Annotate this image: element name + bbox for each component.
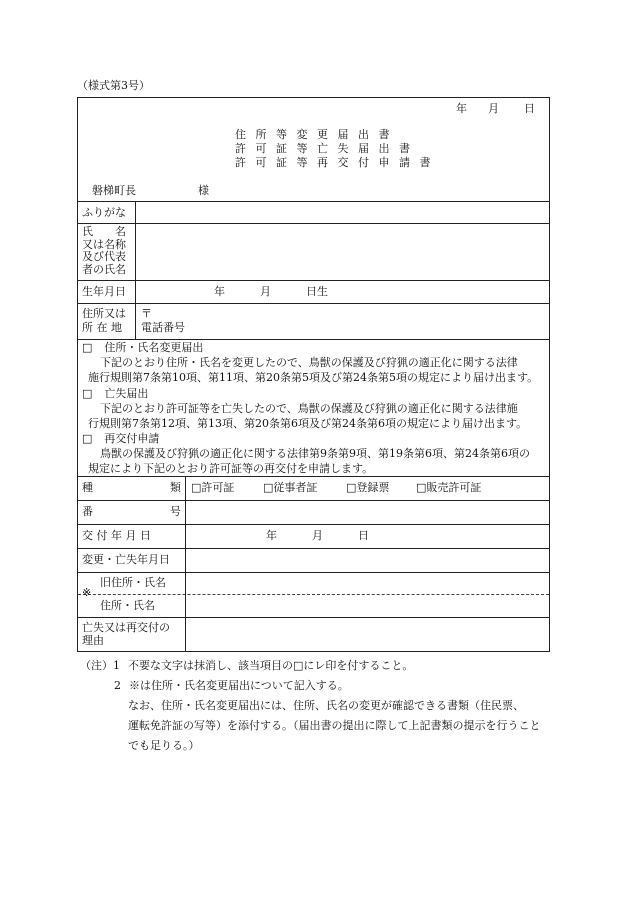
option-body-loss-report-1: 下記のとおり許可証等を亡失したので、鳥獣の保護及び狩猟の適正化に関する法律施 [100, 402, 518, 415]
addressee-honorific: 様 [198, 184, 209, 197]
asterisk-mark: ※ [82, 586, 92, 599]
issue-date-year: 年 [266, 529, 277, 542]
type-option-worker-cert[interactable]: □従事者証 [263, 481, 318, 494]
header-year: 年 [456, 102, 467, 115]
option-body-loss-report-2: 行規則第7条第12項、第13項、第20条第6項及び第24条第6項の規定により届け出ます。 [88, 417, 528, 430]
birthdate-label: 生年月日 [82, 285, 126, 298]
option-title-loss-report: 亡失届出 [104, 387, 149, 400]
type-label: 種 類 [82, 481, 181, 494]
type-option-sales-permit[interactable]: □販売許可証 [416, 481, 482, 494]
note1-text: 不要な文字は抹消し、該当項目の□にレ印を付すること。 [128, 659, 414, 672]
checkbox-loss-report[interactable]: □ [82, 387, 93, 400]
notes [80, 656, 541, 756]
change-date-value[interactable] [186, 549, 549, 571]
issue-date-month: 月 [312, 529, 323, 542]
type-option-permit[interactable]: □許可証 [191, 481, 235, 494]
note2-sub-3: でも足りる。） [128, 739, 200, 752]
option-reissue [82, 431, 547, 476]
reason-value[interactable] [186, 618, 549, 651]
new-address-value[interactable] [186, 596, 549, 616]
option-title-address-change: 住所・氏名変更届出 [104, 341, 204, 354]
option-title-reissue: 再交付申請 [104, 432, 160, 445]
number-value[interactable] [186, 501, 549, 523]
furigana-value[interactable] [136, 202, 549, 222]
addressee-name: 磐梯町長 [92, 184, 136, 197]
old-address-label: 旧住所・氏名 [100, 576, 166, 589]
checkbox-reissue[interactable]: □ [82, 432, 93, 445]
address-label: 住所又は 所 在 地 [82, 307, 126, 334]
birthdate-day: 日生 [306, 285, 328, 298]
form-number: （様式第3号） [77, 79, 150, 92]
birthdate-month: 月 [260, 285, 271, 298]
name-label: 氏 名 又は名称 及び代表 者の氏名 [82, 225, 126, 276]
title-address-change: 住 所 等 変 更 届 出 書 [235, 128, 393, 141]
note2-prefix: 2 [114, 679, 121, 692]
header-day: 日 [524, 102, 535, 115]
birthdate-year: 年 [214, 285, 225, 298]
phone-label: 電話番号 [141, 321, 185, 334]
reason-label: 亡失又は再交付の 理由 [82, 621, 170, 647]
note1-prefix: （注）1 [80, 659, 120, 672]
application-form [77, 97, 550, 652]
header-month: 月 [488, 102, 499, 115]
note2-sub-2: 運転免許証の写等）を添付する。（届出書の提出に際して上記書類の提示を行うこと [128, 719, 541, 732]
option-body-reissue-1: 鳥獣の保護及び狩猟の適正化に関する法律第9条第9項、第19条第6項、第24条第6項の [100, 447, 530, 460]
issue-date-label: 交 付 年 月 日 [82, 529, 151, 542]
option-address-change [82, 340, 547, 385]
name-value[interactable] [136, 224, 549, 279]
title-reissue-request: 許 可 証 等 再 交 付 申 請 書 [235, 156, 434, 169]
option-body-address-change-1: 下記のとおり住所・氏名を変更したので、鳥獣の保護及び狩猟の適正化に関する法律 [100, 356, 518, 369]
postal-mark: 〒 [141, 307, 152, 320]
issue-date-day: 日 [358, 529, 369, 542]
note2-text: ※は住所・氏名変更届出について記入する。 [129, 679, 349, 692]
type-option-registration[interactable]: □登録票 [346, 481, 390, 494]
address-name-label: 住所・氏名 [100, 599, 155, 612]
change-date-label: 変更・亡失年月日 [82, 553, 170, 566]
checkbox-address-change[interactable]: □ [82, 341, 93, 354]
furigana-label: ふりがな [82, 206, 126, 219]
option-loss-report [82, 386, 547, 431]
number-label: 番 号 [82, 505, 181, 518]
note2-sub-1: なお、住所・氏名変更届出には、住所、氏名の変更が確認できる書類（住民票、 [128, 699, 524, 712]
option-body-address-change-2: 施行規則第7条第10項、第11項、第20条第5項及び第24条第5項の規定により届け出ます。 [88, 371, 539, 384]
option-body-reissue-2: 規定により下記のとおり許可証等の再交付を申請します。 [88, 462, 374, 475]
title-loss-report: 許 可 証 等 亡 失 届 出 書 [235, 142, 413, 155]
old-address-value[interactable] [186, 573, 549, 593]
